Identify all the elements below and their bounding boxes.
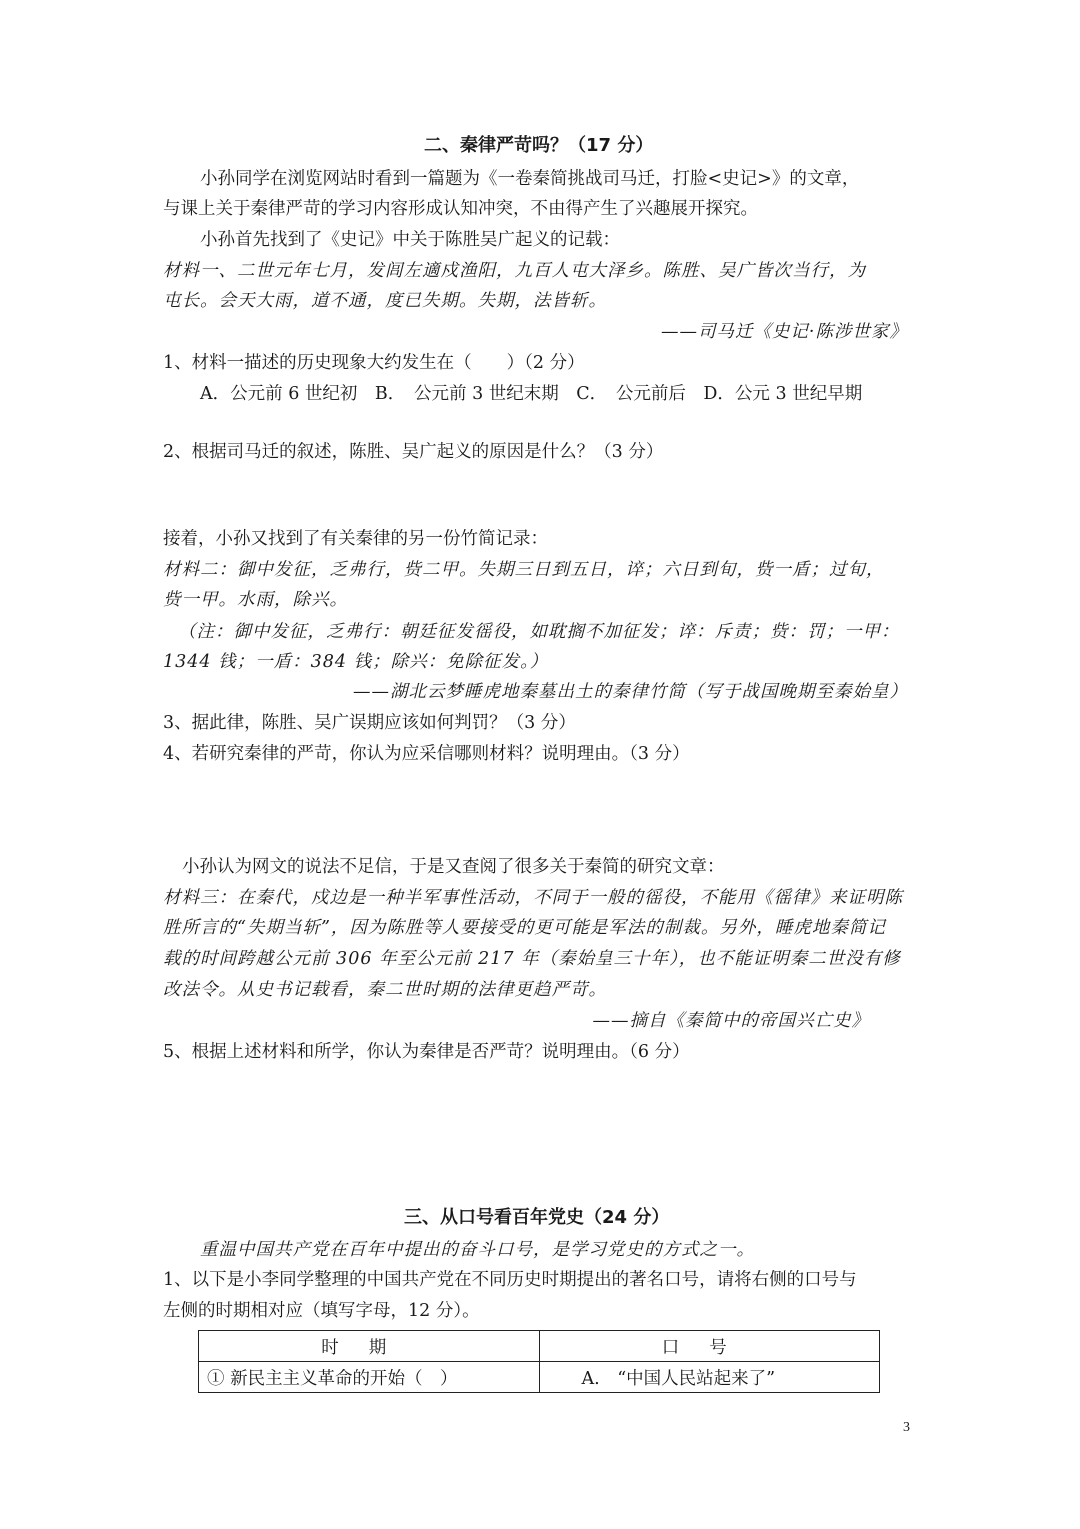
table-row [199, 1362, 880, 1393]
question-1: 1、材料一描述的历史现象大约发生在（ ）（2 分） [163, 353, 585, 373]
section2-intro-line1: 小孙同学在浏览网站时看到一篇题为《一卷秦简挑战司马迁，打脸<史记>》的文章， [200, 169, 860, 189]
material1-line1: 材料一、二世元年七月，发闾左適戍渔阳，九百人屯大泽乡。陈胜、吴广皆次当行，为 [163, 261, 866, 281]
table-header-row [199, 1331, 880, 1362]
question-3: 3、据此律，陈胜、吴广误期应该如何判罚？（3 分） [163, 713, 576, 733]
material1-line2: 屯长。会天大雨，道不通，度已失期。失期，法皆斩。 [163, 291, 607, 311]
table-header-slogan: 口号 [539, 1331, 880, 1362]
material2-note-line2: 1344 钱；一盾：384 钱；除兴：免除征发。） [163, 652, 549, 672]
material3-line2: 胜所言的“失期当斩”，因为陈胜等人要接受的更可能是军法的制裁。另外，睡虎地秦简记 [163, 918, 886, 938]
table-cell-period: ① 新民主主义革命的开始（ ） [199, 1362, 540, 1393]
page-number: 3 [903, 1420, 910, 1435]
material2-line1: 材料二：御中发征，乏弗行，赀二甲。失期三日到五日，谇；六日到旬，赀一盾；过旬， [163, 560, 885, 580]
material2-source: ——湖北云梦睡虎地秦墓出土的秦律竹简（写于战国晚期至秦始皇） [353, 682, 908, 702]
section2-intro-line4: 接着，小孙又找到了有关秦律的另一份竹简记录： [163, 529, 548, 549]
question-5: 5、根据上述材料和所学，你认为秦律是否严苛？说明理由。（6 分） [163, 1042, 690, 1062]
question-2: 2、根据司马迁的叙述，陈胜、吴广起义的原因是什么？（3 分） [163, 442, 664, 462]
section2-intro-line5: 小孙认为网文的说法不足信，于是又查阅了很多关于秦简的研究文章： [182, 857, 725, 877]
section2-intro-line3: 小孙首先找到了《史记》中关于陈胜吴广起义的记载： [200, 230, 620, 250]
material3-line3: 载的时间跨越公元前 306 年至公元前 217 年（秦始皇三十年），也不能证明秦二世没有修 [163, 949, 901, 969]
section3-question-1-line1: 1、以下是小李同学整理的中国共产党在不同历史时期提出的著名口号，请将右侧的口号与 [163, 1270, 857, 1290]
section3-title: 三、从口号看百年党史（24 分） [404, 1207, 670, 1228]
material2-note-line1: （注：御中发征，乏弗行：朝廷征发徭役，如耽搁不加征发；谇：斥责；赀：罚；一甲： [178, 622, 900, 642]
question-1-options: A．公元前 6 世纪初 B． 公元前 3 世纪末期 C． 公元前后 D．公元 3 世纪早期 [200, 384, 863, 404]
material3-line4: 改法令。从史书记载看，秦二世时期的法律更趋严苛。 [163, 980, 607, 1000]
section3-intro: 重温中国共产党在百年中提出的奋斗口号，是学习党史的方式之一。 [200, 1240, 755, 1260]
material3-source: ——摘自《秦简中的帝国兴亡史》 [592, 1011, 870, 1031]
table-cell-slogan: A. “中国人民站起来了” [539, 1362, 880, 1393]
section2-title: 二、秦律严苛吗？（17 分） [424, 135, 654, 156]
section3-question-1-line2: 左侧的时期相对应（填写字母，12 分）。 [163, 1301, 480, 1321]
table-header-period: 时期 [199, 1331, 540, 1362]
section2-intro-line2: 与课上关于秦律严苛的学习内容形成认知冲突，不由得产生了兴趣展开探究。 [163, 199, 758, 219]
material1-source: ——司马迁《史记·陈涉世家》 [660, 322, 908, 342]
period-slogan-table [198, 1330, 880, 1393]
material2-line2: 赀一甲。水雨，除兴。 [163, 590, 348, 610]
question-4: 4、若研究秦律的严苛，你认为应采信哪则材料？说明理由。（3 分） [163, 744, 690, 764]
material3-line1: 材料三：在秦代，戍边是一种半军事性活动，不同于一般的徭役，不能用《徭律》来证明陈 [163, 888, 903, 908]
